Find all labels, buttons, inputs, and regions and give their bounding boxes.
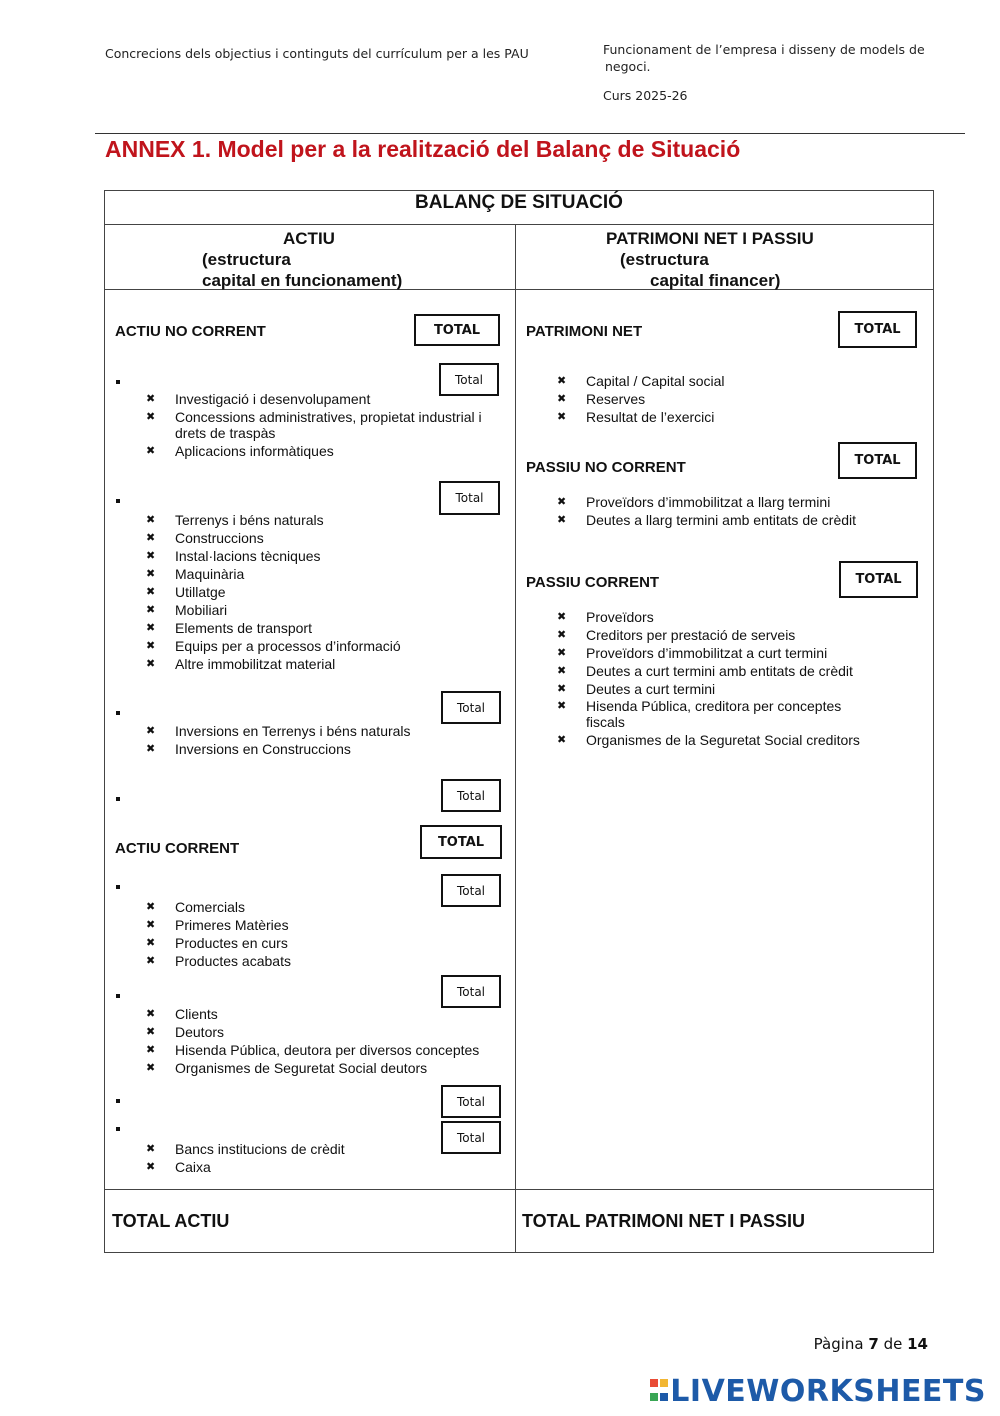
cross-icon: ✖ (557, 683, 567, 695)
group-bullet (116, 994, 120, 998)
group-bullet (116, 1127, 120, 1131)
list-item: ✖ Altre immobilitzat material (146, 656, 336, 672)
list-item: ✖ Aplicacions informàtiques (146, 443, 334, 459)
cross-icon: ✖ (146, 937, 156, 949)
cross-icon: ✖ (146, 514, 156, 526)
actiu-corrent-total-box[interactable]: TOTAL (420, 825, 502, 859)
cross-icon: ✖ (146, 604, 156, 616)
cross-icon: ✖ (146, 586, 156, 598)
cross-icon: ✖ (146, 1044, 156, 1056)
list-item: ✖ Elements de transport (146, 620, 312, 636)
list-item: ✖ Hisenda Pública, creditora per conceptes fiscals (557, 698, 842, 730)
cross-icon: ✖ (557, 611, 567, 623)
header-right-line2: negoci. (605, 59, 651, 74)
header-right-line1: Funcionament de l’empresa i disseny de models de (603, 42, 925, 57)
realitzable-total-box[interactable]: Total (441, 975, 501, 1008)
list-item: ✖ Resultat de l’exercici (557, 409, 715, 425)
inversions-financeres-cp-total-box[interactable]: Total (441, 1085, 501, 1118)
list-item: ✖ Inversions en Construccions (146, 741, 351, 757)
header-left-text: Concrecions dels objectius i continguts del currículum per a les PAU (105, 46, 529, 61)
list-item: ✖ Mobiliari (146, 602, 228, 618)
table-border-top (104, 190, 934, 191)
actiu-head-sub1: (estructura (202, 250, 291, 269)
actiu-head-sub2: capital en funcionament) (202, 271, 403, 290)
list-item: ✖ Reserves (557, 391, 646, 407)
passiu-no-corrent-label: PASSIU NO CORRENT (526, 459, 686, 476)
patrimoni-net-label: PATRIMONI NET (526, 323, 643, 340)
cross-icon: ✖ (557, 393, 567, 405)
group-bullet (116, 885, 120, 889)
list-item: ✖ Proveïdors d’immobilitzat a curt termini (557, 645, 828, 661)
list-item: ✖ Construccions (146, 530, 264, 546)
actiu-head: ACTIU (283, 229, 335, 248)
table-border-bottom (104, 1252, 934, 1253)
list-item: ✖ Organismes de la Seguretat Social creditors (557, 732, 860, 748)
inversions-immobiliaries-total-box[interactable]: Total (441, 691, 501, 724)
list-item: ✖ Productes acabats (146, 953, 291, 969)
cross-icon: ✖ (557, 647, 567, 659)
cross-icon: ✖ (146, 901, 156, 913)
group-bullet (116, 1099, 120, 1103)
header-course: Curs 2025-26 (603, 88, 688, 103)
list-item: ✖ Deutors (146, 1024, 225, 1040)
table-divider-title (104, 224, 934, 225)
cross-icon: ✖ (146, 532, 156, 544)
list-item: ✖ Hisenda Pública, deutora per diversos conceptes (146, 1042, 480, 1058)
cross-icon: ✖ (146, 568, 156, 580)
liveworksheets-logo-icon (650, 1379, 668, 1405)
group-bullet (116, 797, 120, 801)
cross-icon: ✖ (557, 629, 567, 641)
cross-icon: ✖ (146, 743, 156, 755)
list-item: ✖ Concessions administratives, propietat industrial i drets de traspàs (146, 409, 482, 441)
cross-icon: ✖ (146, 640, 156, 652)
cross-icon: ✖ (146, 550, 156, 562)
cross-icon: ✖ (146, 919, 156, 931)
liveworksheets-brand: LIVEWORKSHEETS (670, 1374, 986, 1409)
cross-icon: ✖ (557, 375, 567, 387)
table-border-left (104, 190, 105, 1253)
list-item: ✖ Proveïdors d’immobilitzat a llarg termini (557, 494, 831, 510)
table-divider-columns (515, 224, 516, 1253)
immobilitzat-material-total-box[interactable]: Total (439, 481, 500, 515)
cross-icon: ✖ (146, 1143, 156, 1155)
list-item: ✖ Utillatge (146, 584, 226, 600)
list-item: ✖ Maquinària (146, 566, 245, 582)
immobilitzat-intangible-total-box[interactable]: Total (439, 363, 499, 396)
list-item: ✖ Inversions en Terrenys i béns naturals (146, 723, 411, 739)
list-item: ✖ Creditors per prestació de serveis (557, 627, 796, 643)
actiu-no-corrent-total-box[interactable]: TOTAL (414, 314, 500, 346)
cross-icon: ✖ (146, 411, 156, 423)
passiu-corrent-total-box[interactable]: TOTAL (839, 561, 918, 598)
passiu-corrent-label: PASSIU CORRENT (526, 574, 660, 591)
cross-icon: ✖ (557, 734, 567, 746)
list-item: ✖ Comercials (146, 899, 246, 915)
list-item: ✖ Caixa (146, 1159, 211, 1175)
page-number: Pàgina 7 de 14 (813, 1335, 928, 1353)
list-item: ✖ Bancs institucions de crèdit (146, 1141, 345, 1157)
cross-icon: ✖ (146, 622, 156, 634)
cross-icon: ✖ (146, 445, 156, 457)
balance-title: BALANÇ DE SITUACIÓ (415, 192, 623, 213)
list-item: ✖ Deutes a curt termini amb entitats de crèdit (557, 663, 853, 679)
header-rule (95, 133, 965, 134)
total-actiu-label: TOTAL ACTIU (112, 1211, 230, 1231)
list-item: ✖ Terrenys i béns naturals (146, 512, 324, 528)
cross-icon: ✖ (146, 658, 156, 670)
group-bullet (116, 499, 120, 503)
list-item: ✖ Equips per a processos d’informació (146, 638, 401, 654)
existencies-total-box[interactable]: Total (441, 874, 501, 907)
cross-icon: ✖ (557, 665, 567, 677)
list-item: ✖ Instal·lacions tècniques (146, 548, 321, 564)
list-item: ✖ Productes en curs (146, 935, 288, 951)
group-bullet (116, 711, 120, 715)
actiu-no-corrent-label: ACTIU NO CORRENT (115, 323, 266, 340)
patrimoni-net-total-box[interactable]: TOTAL (838, 311, 917, 348)
pn-passiu-head: PATRIMONI NET I PASSIU (606, 229, 814, 248)
cross-icon: ✖ (146, 1062, 156, 1074)
pn-passiu-head-sub1: (estructura (620, 250, 709, 269)
list-item: ✖ Deutes a curt termini (557, 681, 716, 697)
cross-icon: ✖ (557, 411, 567, 423)
total-pn-passiu-label: TOTAL PATRIMONI NET I PASSIU (522, 1211, 806, 1231)
pn-passiu-head-sub2: capital financer) (650, 271, 781, 290)
list-item: ✖ Organismes de Seguretat Social deutors (146, 1060, 428, 1076)
table-border-right (933, 190, 934, 1253)
cross-icon: ✖ (146, 725, 156, 737)
list-item: ✖ Proveïdors (557, 609, 654, 625)
cross-icon: ✖ (557, 514, 567, 526)
list-item: ✖ Capital / Capital social (557, 373, 725, 389)
inversions-financeres-total-box[interactable]: Total (441, 779, 501, 812)
list-item: ✖ Clients (146, 1006, 218, 1022)
group-bullet (116, 380, 120, 384)
liveworksheets-watermark (650, 1374, 986, 1409)
annex-title: ANNEX 1. Model per a la realització del Balanç de Situació (105, 136, 741, 162)
cross-icon: ✖ (146, 1008, 156, 1020)
cross-icon: ✖ (146, 1161, 156, 1173)
cross-icon: ✖ (146, 1026, 156, 1038)
list-item: ✖ Investigació i desenvolupament (146, 391, 371, 407)
list-item: ✖ Deutes a llarg termini amb entitats de crèdit (557, 512, 857, 528)
actiu-corrent-label: ACTIU CORRENT (115, 840, 240, 857)
table-divider-totals (104, 1189, 934, 1190)
cross-icon: ✖ (146, 955, 156, 967)
cross-icon: ✖ (146, 393, 156, 405)
passiu-no-corrent-total-box[interactable]: TOTAL (838, 442, 917, 479)
disponible-total-box[interactable]: Total (441, 1121, 501, 1154)
cross-icon: ✖ (557, 700, 567, 712)
cross-icon: ✖ (557, 496, 567, 508)
list-item: ✖ Primeres Matèries (146, 917, 289, 933)
